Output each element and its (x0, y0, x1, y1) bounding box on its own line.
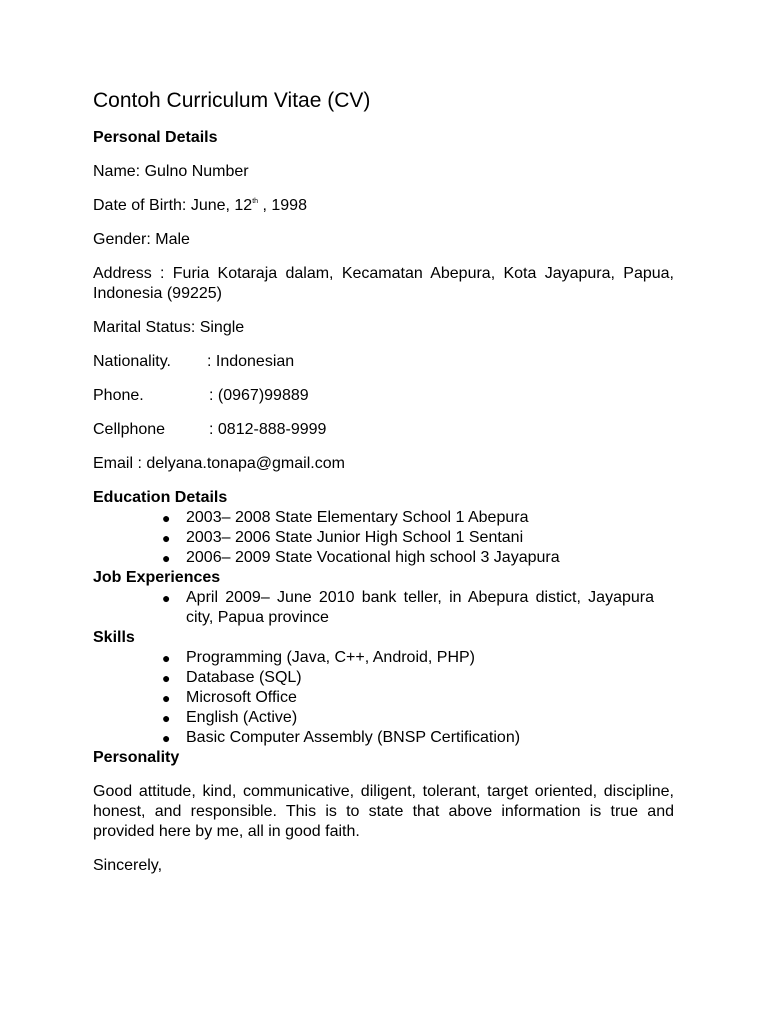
name-field: Name: Gulno Number (93, 163, 249, 180)
list-item: ● 2003– 2008 State Elementary School 1 Abepura (162, 509, 529, 526)
nationality-label: Nationality. (93, 353, 171, 370)
job-list (93, 588, 674, 628)
personality-heading: Personality (93, 749, 180, 766)
list-item: ● 2006– 2009 State Vocational high school 3 Jayapura (162, 549, 560, 566)
bullet-icon: ● (162, 530, 171, 546)
date-of-birth-field (93, 196, 674, 216)
marital-status-field: Marital Status: Single (93, 319, 245, 336)
education-list (93, 508, 674, 568)
bullet-icon: ● (162, 710, 171, 726)
education-details-heading: Education Details (93, 489, 228, 506)
dob-year: , 1998 (258, 197, 307, 214)
cv-document (93, 86, 674, 876)
bullet-icon: ● (162, 590, 171, 606)
cellphone-label: Cellphone (93, 421, 166, 438)
closing-text: Sincerely, (93, 857, 163, 874)
cellphone-value: : 0812-888-9999 (209, 421, 327, 438)
skills-list (93, 648, 674, 748)
list-item: ● Microsoft Office (162, 689, 297, 706)
list-item: ● Basic Computer Assembly (BNSP Certification) (162, 729, 521, 746)
list-item: ● 2003– 2006 State Junior High School 1 Sentani (162, 529, 524, 546)
phone-field (93, 386, 674, 406)
bullet-icon: ● (162, 650, 171, 666)
bullet-icon: ● (162, 690, 171, 706)
list-item: ● Database (SQL) (162, 669, 302, 686)
skills-heading: Skills (93, 629, 135, 646)
list-item: ● English (Active) (162, 709, 298, 726)
bullet-icon: ● (162, 510, 171, 526)
nationality-field (93, 352, 674, 372)
bullet-icon: ● (162, 670, 171, 686)
personal-details-heading: Personal Details (93, 129, 218, 146)
bullet-icon: ● (162, 550, 171, 566)
job-experiences-heading: Job Experiences (93, 569, 221, 586)
phone-label: Phone. (93, 387, 144, 404)
gender-field: Gender: Male (93, 231, 190, 248)
bullet-icon: ● (162, 730, 171, 746)
nationality-value: : Indonesian (207, 353, 295, 370)
list-item: ● April 2009– June 2010 bank teller, in Abepura distict, Jayapura city, Papua province (162, 589, 654, 626)
address-field: Address : Furia Kotaraja dalam, Kecamatan Abepura, Kota Jayapura, Papua, Indonesia (99225) (93, 265, 674, 302)
dob-prefix: Date of Birth: June, 12 (93, 197, 253, 214)
list-item: ● Programming (Java, C++, Android, PHP) (162, 649, 476, 666)
cellphone-field (93, 420, 674, 440)
phone-value: : (0967)99889 (209, 387, 309, 404)
dob-ordinal-suffix: th (252, 198, 259, 205)
document-title: Contoh Curriculum Vitae (CV) (93, 89, 371, 112)
personality-text: Good attitude, kind, communicative, diligent, tolerant, target oriented, discipline, honest, and responsible. This is to state that above information is true and provided here by me, all in good faith. (93, 783, 674, 840)
email-field: Email : delyana.tonapa@gmail.com (93, 455, 345, 472)
